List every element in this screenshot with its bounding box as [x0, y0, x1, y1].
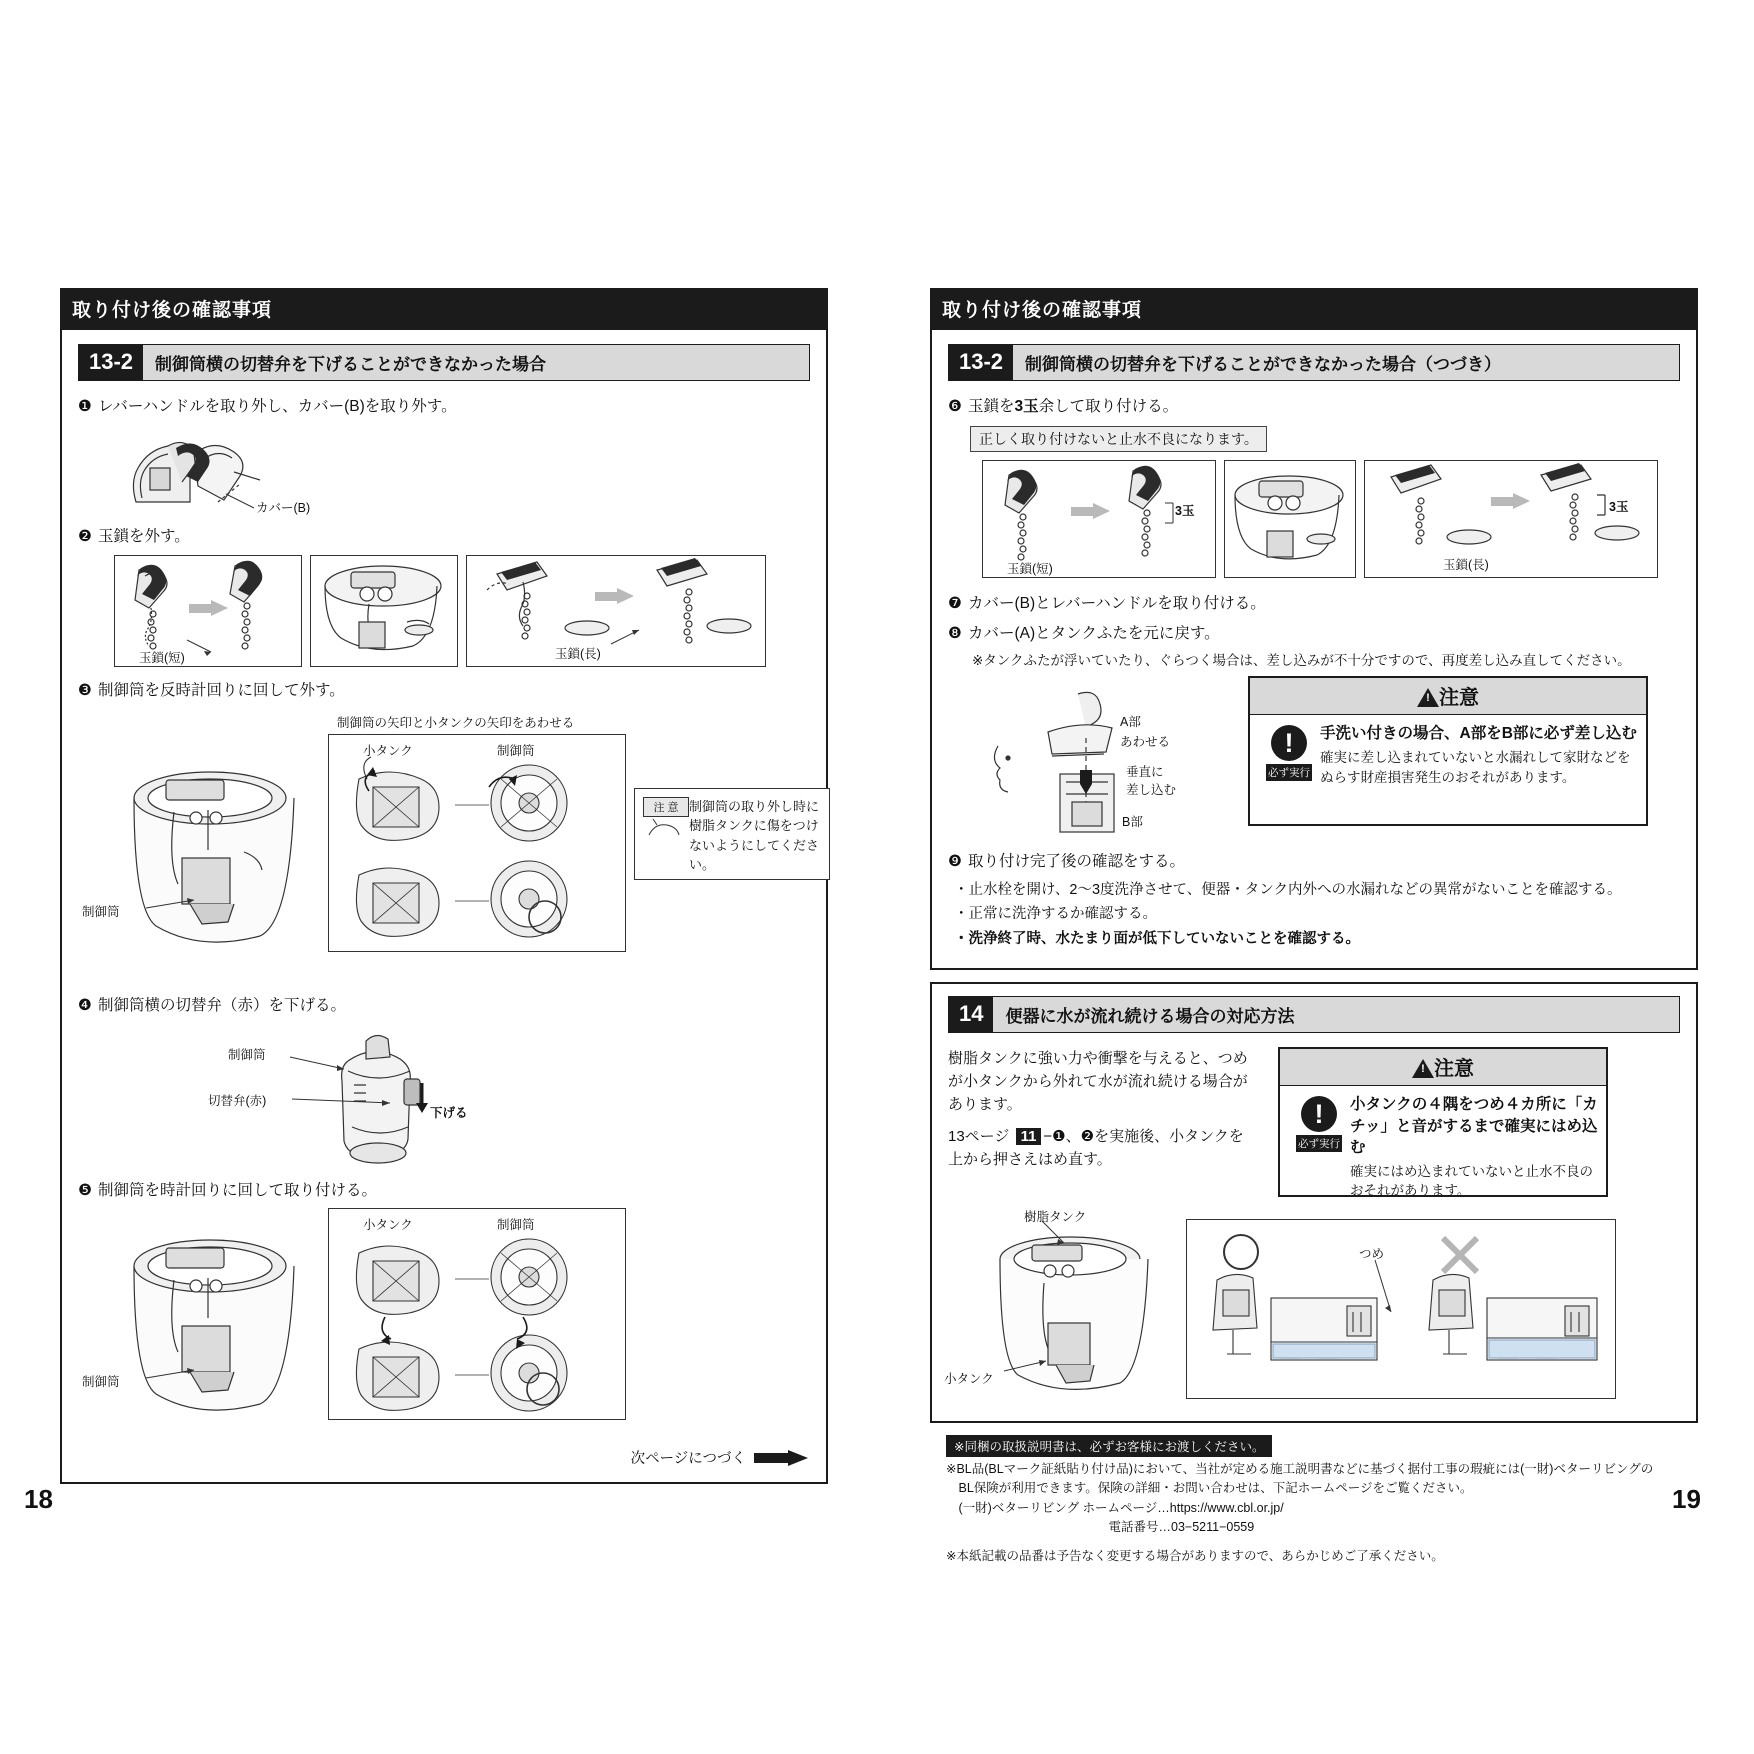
section-header-14 [948, 996, 1680, 1033]
figure-install-grid [328, 1208, 626, 1420]
label-part-b: B部 [1122, 815, 1143, 830]
section-14-text-2a: 13ページ [948, 1127, 1010, 1145]
label-chain-long: 玉鎖(長) [555, 646, 601, 661]
section-14-text-1: 樹脂タンクに強い力や衝撃を与えると、つめが小タンクから外れて水が流れ続ける場合があります。 [948, 1049, 1248, 1114]
arrow-grey-4 [1491, 493, 1531, 509]
warning-triangle-icon [1417, 688, 1439, 707]
label-claw: つめ [1359, 1246, 1385, 1261]
step-7 [948, 592, 1680, 615]
caution-1-icon-group [1258, 723, 1320, 787]
exclamation-circle-icon-2: ! [1301, 1096, 1337, 1132]
note-box-damage [634, 788, 830, 880]
label-3balls-b: 3玉 [1609, 500, 1629, 515]
step-9 [948, 850, 1680, 873]
section-14-text-2b: −❶、❷を実施後、小タンクを上から押さえはめ直す。 [948, 1127, 1244, 1168]
check-2: ・正常に洗浄するか確認する。 [954, 906, 1157, 923]
label-control-cyl-left-2: 制御筒 [82, 1375, 120, 1390]
page-number-right: 19 [1672, 1484, 1701, 1514]
label-cover-b: カバー(B) [256, 501, 311, 516]
label-push-down: 下げる [430, 1106, 468, 1120]
step-5 [78, 1179, 810, 1202]
step-7-bullet: ❼ [948, 595, 962, 613]
section-number-cont: 13-2 [949, 345, 1013, 380]
caution-1-title [1250, 678, 1646, 715]
step-2-bullet: ❷ [78, 528, 92, 546]
warning-triangle-icon-2 [1412, 1059, 1434, 1078]
figure-handwash-insert [948, 676, 1680, 844]
figure-tank-inner-box-2 [1224, 460, 1356, 578]
label-chain-short: 玉鎖(短) [139, 650, 185, 665]
step-2 [78, 525, 810, 548]
check-1: ・止水栓を開け、2〜3度洗浄させて、便器・タンク内外への水漏れなどの異常がないことを確認する。 [954, 881, 1622, 898]
section-header-13-2-cont [948, 344, 1680, 381]
section-13-2-frame [930, 330, 1698, 970]
footer-block [946, 1435, 1682, 1567]
arrow-right-icon [754, 1450, 808, 1465]
label-small-tank-2: 小タンク [363, 1218, 413, 1233]
step-6-text-a: 玉鎖を [968, 398, 1015, 415]
section-14-text-2 [948, 1125, 1248, 1172]
check-3: ・洗浄終了時、水たまり面が低下していないことを確認する。 [954, 931, 1360, 948]
arrow-grey-1 [189, 600, 229, 616]
caution-2-must-label: 必ず実行 [1296, 1135, 1342, 1152]
label-small-tank-14: 小タンク [944, 1371, 994, 1386]
section-title: 制御筒横の切替弁を下げることができなかった場合 [143, 345, 809, 380]
label-control-cyl-2: 制御筒 [497, 1218, 535, 1233]
step-6-text-b: 余して取り付ける。 [1038, 398, 1179, 415]
right-page [930, 288, 1701, 1564]
figure-tank-inner-box [310, 555, 458, 667]
label-resin-tank: 樹脂タンク [1024, 1209, 1087, 1224]
footer-line-3: (一財)ベターリビング ホームページ…https://www.cbl.or.jp/ [946, 1500, 1284, 1515]
left-page [24, 288, 828, 1514]
label-align-8: あわせる [1120, 735, 1171, 750]
step-8 [948, 622, 1680, 645]
exclamation-circle-icon: ! [1271, 725, 1307, 761]
figure-chain-short-3 [982, 460, 1216, 578]
label-control-cyl: 制御筒 [497, 743, 535, 758]
caution-2-title [1280, 1049, 1606, 1086]
step-5-bullet: ❺ [78, 1182, 92, 1199]
step-3-bullet: ❸ [78, 681, 92, 699]
label-control-cyl-4: 制御筒 [228, 1048, 266, 1062]
caution-2-headline: 小タンクの４隅をつめ４カ所に「カチッ」と音がするまで確実にはめ込む [1350, 1095, 1598, 1157]
figure-tank-cutaway-2 [82, 1220, 320, 1420]
label-control-cyl-left: 制御筒 [82, 904, 120, 919]
label-vertical: 垂直に [1126, 765, 1164, 780]
step-1 [78, 395, 810, 418]
step-4-text: 制御筒横の切替弁（赤）を下げる。 [98, 996, 347, 1014]
figure-chain-long-3 [1364, 460, 1658, 578]
figure-claw-detail [944, 1207, 1680, 1407]
step-8-text: カバー(A)とタンクふたを元に戻す。 [968, 624, 1220, 642]
step-5-text: 制御筒を時計回りに回して取り付ける。 [98, 1182, 378, 1199]
section-14-title: 便器に水が流れ続ける場合の対応方法 [993, 997, 1679, 1032]
right-page-banner: 取り付け後の確認事項 [930, 288, 1698, 330]
figure-arrow-align-grid [328, 715, 626, 952]
step-1-text: レバーハンドルを取り外し、カバー(B)を取り外す。 [98, 398, 457, 415]
step-6 [948, 395, 1680, 418]
step-4 [78, 994, 810, 1017]
figure-control-cylinder-install [78, 1208, 810, 1428]
step-8-subnote: ※タンクふたが浮いていたり、ぐらつく場合は、差し込みが不十分ですので、再度差し込み直してください。 [972, 652, 1631, 668]
label-part-a: A部 [1120, 715, 1141, 730]
caution-1-body: 確実に差し込まれていないと水漏れして家財などをぬらす財産損害発生のおそれがあります。 [1320, 750, 1631, 785]
next-page-text: 次ページにつづく [630, 1451, 746, 1467]
label-3balls-a: 3玉 [1175, 504, 1195, 519]
section-number: 13-2 [79, 345, 143, 380]
label-valve-red: 切替弁(赤) [208, 1094, 267, 1108]
figure-control-cylinder-remove [78, 708, 820, 986]
step-1-bullet: ❶ [78, 398, 92, 415]
caution-box-handwash [1248, 676, 1648, 826]
label-chain-short-3: 玉鎖(短) [1007, 562, 1053, 577]
note-tag: 注 意 [643, 797, 689, 817]
step-6-bullet: ❻ [948, 398, 962, 415]
label-align-arrows: 制御筒の矢印と小タンクの矢印をあわせる [337, 715, 575, 730]
section-14-frame [930, 982, 1698, 1423]
figure-chain-short-box [114, 555, 302, 667]
figure-claw-compare [1186, 1219, 1616, 1399]
caution-2-icon-group [1288, 1094, 1350, 1201]
figure-tank-cutaway-1 [82, 752, 320, 952]
footer-line-4: 電話番号…03−5211−0559 [946, 1519, 1255, 1534]
caution-1-must-label: 必ず実行 [1266, 764, 1312, 781]
figure-switch-valve [78, 1023, 810, 1173]
left-page-banner: 取り付け後の確認事項 [60, 288, 828, 330]
section-title-cont: 制御筒横の切替弁を下げることができなかった場合（つづき） [1013, 345, 1679, 380]
left-page-body [60, 330, 828, 1484]
caution-1-headline: 手洗い付きの場合、A部をB部に必ず差し込む [1320, 725, 1637, 743]
step-3-text: 制御筒を反時計回りに回して外す。 [98, 681, 345, 699]
footer-line-1: ※BL品(BLマーク証紙貼り付け品)において、当社が定める施工説明書などに基づく据付工事の瑕疵には(一財)ベターリビングの [946, 1461, 1654, 1476]
step-2-text: 玉鎖を外す。 [98, 528, 190, 546]
label-insert: 差し込む [1126, 783, 1177, 798]
caution-2-body: 確実にはめ込まれていないと止水不良のおそれがあります。 [1350, 1163, 1593, 1199]
caution-2-title-text: 注意 [1434, 1057, 1474, 1080]
section-14-chip-11: 11 [1016, 1128, 1042, 1145]
footer-head: ※同梱の取扱説明書は、必ずお客様にお渡しください。 [946, 1435, 1272, 1457]
section-header-13-2 [78, 344, 810, 381]
footer-line-2: BL保険が利用できます。保険の詳細・お問い合わせは、下記ホームページをご覧ください。 [946, 1481, 1473, 1496]
step-3 [78, 679, 810, 702]
label-small-tank: 小タンク [363, 743, 413, 758]
step-4-bullet: ❹ [78, 996, 92, 1014]
footer-last-line: ※本紙記載の品番は予告なく変更する場合がありますので、あらかじめご了承ください。 [946, 1549, 1444, 1564]
step-7-text: カバー(B)とレバーハンドルを取り付ける。 [968, 595, 1266, 613]
step-9-text: 取り付け完了後の確認をする。 [968, 853, 1186, 871]
arrow-grey-3 [1071, 503, 1111, 519]
figure-chain-long-box [466, 555, 766, 667]
section-14-number: 14 [949, 997, 993, 1032]
step-9-bullet: ❾ [948, 853, 962, 871]
note-text: 制御筒の取り外し時に樹脂タンクに傷をつけないようにしてください。 [689, 798, 820, 873]
label-chain-long-3: 玉鎖(長) [1443, 558, 1489, 573]
caution-box-claw [1278, 1047, 1608, 1197]
caution-1-title-text: 注意 [1439, 687, 1479, 710]
figure-chain-removal [114, 555, 810, 673]
step-6-strong: 3玉 [1014, 398, 1039, 415]
page-number-left: 18 [24, 1484, 53, 1514]
arrow-grey-2 [595, 588, 635, 604]
step-6-note: 正しく取り付けないと止水不良になります。 [970, 426, 1267, 452]
figure-chain-3balls [982, 460, 1680, 584]
figure-cover-b [106, 424, 810, 519]
step-8-bullet: ❽ [948, 624, 962, 642]
next-page-note [631, 1447, 808, 1468]
